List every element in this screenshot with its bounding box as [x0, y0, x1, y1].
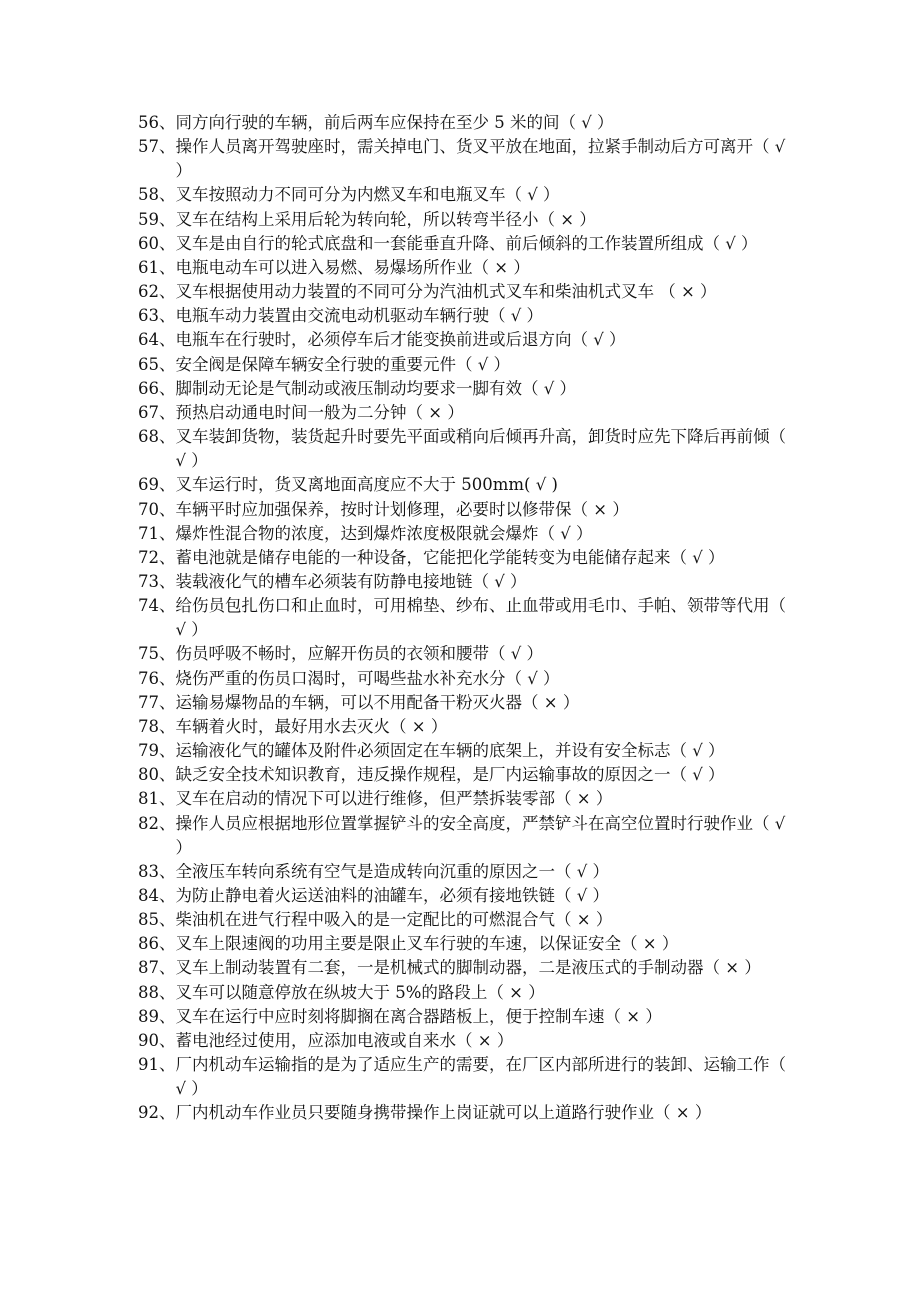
item-text: 为防止静电着火运送油料的油罐车，必须有接地铁链（ √ ）	[175, 886, 610, 905]
item-text: 电瓶电动车可以进入易燃、易爆场所作业（ × ）	[175, 257, 530, 277]
list-item	[138, 594, 798, 642]
item-number: 89、	[138, 1006, 176, 1026]
item-text: 叉车在运行中应时刻将脚搁在离合器踏板上，便于控制车速（ × ）	[175, 1006, 662, 1026]
item-number: 77、	[138, 692, 176, 712]
item-number: 91、	[138, 1055, 176, 1075]
list-item	[138, 111, 798, 135]
list-item	[138, 787, 798, 811]
list-item	[138, 328, 798, 352]
item-number: 86、	[138, 934, 176, 954]
list-item	[138, 522, 798, 546]
item-number: 56、	[138, 113, 176, 132]
list-item	[138, 570, 798, 594]
list-item	[138, 377, 798, 401]
list-item	[138, 546, 798, 570]
list-item	[138, 280, 798, 304]
item-text: 运输易爆物品的车辆，可以不用配备干粉灭火器（ × ）	[175, 692, 580, 712]
item-text: 装载液化气的槽车必须装有防静电接地链（ √ ）	[175, 571, 527, 591]
item-text: 缺乏安全技术知识教育，违反操作规程，是厂内运输事故的原因之一（ √ ）	[175, 765, 725, 785]
item-number: 81、	[138, 789, 176, 809]
list-item	[138, 715, 798, 739]
list-item	[138, 256, 798, 280]
item-number: 74、	[138, 596, 176, 616]
list-item	[138, 667, 798, 691]
item-text: 叉车运行时，货叉离地面高度应不大于 500mm( √ )	[175, 475, 558, 495]
item-number: 76、	[138, 668, 176, 688]
list-item	[138, 739, 798, 763]
item-text: 叉车按照动力不同可分为内燃叉车和电瓶叉车（ √ ）	[175, 185, 560, 205]
list-item	[138, 981, 798, 1005]
item-text: 蓄电池就是储存电能的一种设备，它能把化学能转变为电能储存起来（ √ ）	[175, 547, 725, 567]
list-item	[138, 1029, 798, 1053]
list-item	[138, 812, 798, 860]
item-text: 烧伤严重的伤员口渴时，可喝些盐水补充水分（ √ ）	[175, 668, 560, 688]
item-number: 72、	[138, 547, 176, 567]
item-text: 叉车在启动的情况下可以进行维修，但严禁拆装零部（ × ）	[175, 789, 613, 809]
item-text: 安全阀是保障车辆安全行驶的重要元件（ √ ）	[175, 354, 511, 374]
item-text: 操作人员离开驾驶座时，需关掉电门、货叉平放在地面，拉紧手制动后方可离开（ √ ）	[175, 137, 786, 181]
item-number: 67、	[138, 402, 176, 422]
item-number: 70、	[138, 499, 176, 519]
item-number: 69、	[138, 475, 176, 495]
list-item	[138, 232, 798, 256]
list-item	[138, 860, 798, 884]
item-number: 64、	[138, 330, 176, 350]
item-number: 87、	[138, 958, 176, 978]
item-text: 叉车根据使用动力装置的不同可分为汽油机式叉车和柴油机式叉车 （ × ）	[175, 282, 717, 302]
item-number: 80、	[138, 765, 176, 785]
item-text: 车辆平时应加强保养，按时计划修理，必要时以修带保（ × ）	[175, 499, 629, 519]
list-item	[138, 763, 798, 787]
item-number: 63、	[138, 306, 176, 326]
list-item	[138, 932, 798, 956]
item-number: 85、	[138, 910, 176, 930]
item-text: 给伤员包扎伤口和止血时，可用棉垫、纱布、止血带或用毛巾、手帕、领带等代用（ √ ）	[175, 596, 786, 640]
item-number: 57、	[138, 137, 176, 157]
list-item	[138, 498, 798, 522]
list-item	[138, 208, 798, 232]
item-text: 爆炸性混合物的浓度，达到爆炸浓度极限就会爆炸（ √ ）	[175, 523, 593, 543]
list-item	[138, 135, 798, 183]
item-number: 75、	[138, 644, 176, 664]
item-number: 65、	[138, 354, 176, 374]
item-number: 61、	[138, 257, 176, 277]
item-text: 叉车装卸货物，装货起升时要先平面或稍向后倾再升高，卸货时应先下降后再前倾（ √ ）	[175, 427, 786, 471]
list-item	[138, 956, 798, 980]
list-item	[138, 691, 798, 715]
item-number: 79、	[138, 741, 176, 761]
item-text: 伤员呼吸不畅时，应解开伤员的衣领和腰带（ √ ）	[175, 644, 544, 664]
list-item	[138, 908, 798, 932]
item-number: 92、	[138, 1103, 176, 1123]
list-item	[138, 884, 798, 908]
item-number: 58、	[138, 185, 176, 205]
item-text: 车辆着火时，最好用水去灭火（ × ）	[175, 716, 448, 736]
item-text: 脚制动无论是气制动或液压制动均要求一脚有效（ √ ）	[175, 378, 577, 398]
item-text: 电瓶车在行驶时，必须停车后才能变换前进或后退方向（ √ ）	[175, 330, 626, 350]
item-text: 厂内机动车作业员只要随身携带操作上岗证就可以上道路行驶作业（ × ）	[175, 1103, 712, 1123]
item-text: 叉车上限速阀的功用主要是限止叉车行驶的车速，以保证安全（ × ）	[175, 934, 679, 954]
list-item	[138, 1005, 798, 1029]
list-item	[138, 304, 798, 328]
list-item	[138, 401, 798, 425]
item-text: 同方向行驶的车辆，前后两车应保持在至少 5 米的间（ √ ）	[175, 113, 614, 132]
item-number: 88、	[138, 982, 176, 1002]
item-number: 82、	[138, 813, 176, 833]
item-text: 柴油机在进气行程中吸入的是一定配比的可燃混合气（ × ）	[175, 910, 613, 930]
item-number: 78、	[138, 716, 176, 736]
item-number: 90、	[138, 1030, 176, 1050]
item-text: 电瓶车动力装置由交流电动机驱动车辆行驶（ √ ）	[175, 306, 544, 326]
list-item	[138, 1053, 798, 1101]
item-text: 运输液化气的罐体及附件必须固定在车辆的底架上，并设有安全标志（ √ ）	[175, 741, 725, 761]
list-item	[138, 473, 798, 497]
item-text: 全液压车转向系统有空气是造成转向沉重的原因之一（ √ ）	[175, 861, 610, 881]
item-number: 68、	[138, 427, 176, 447]
item-text: 厂内机动车运输指的是为了适应生产的需要，在厂区内部所进行的装卸、运输工作（ √ ）	[175, 1055, 786, 1099]
item-number: 71、	[138, 523, 176, 543]
item-number: 84、	[138, 886, 176, 905]
list-item	[138, 425, 798, 473]
list-item	[138, 353, 798, 377]
item-number: 73、	[138, 571, 176, 591]
item-text: 叉车是由自行的轮式底盘和一套能垂直升降、前后倾斜的工作装置所组成（ √ ）	[175, 233, 758, 253]
item-text: 预热启动通电时间一般为二分钟（ × ）	[175, 402, 464, 422]
item-number: 60、	[138, 233, 176, 253]
list-item	[138, 183, 798, 207]
item-number: 59、	[138, 209, 176, 229]
item-text: 叉车可以随意停放在纵坡大于 5%的路段上（ × ）	[175, 982, 545, 1002]
item-text: 叉车在结构上采用后轮为转向轮，所以转弯半径小（ × ）	[175, 209, 596, 229]
item-number: 62、	[138, 282, 176, 302]
item-text: 操作人员应根据地形位置掌握铲斗的安全高度，严禁铲斗在高空位置时行驶作业（ √ ）	[175, 813, 786, 857]
list-item	[138, 1101, 798, 1125]
item-text: 蓄电池经过使用，应添加电液或自来水（ × ）	[175, 1030, 514, 1050]
list-item	[138, 642, 798, 666]
item-number: 66、	[138, 378, 176, 398]
item-number: 83、	[138, 861, 176, 881]
question-list	[138, 111, 798, 1126]
item-text: 叉车上制动装置有二套，一是机械式的脚制动器，二是液压式的手制动器（ × ）	[175, 958, 761, 978]
